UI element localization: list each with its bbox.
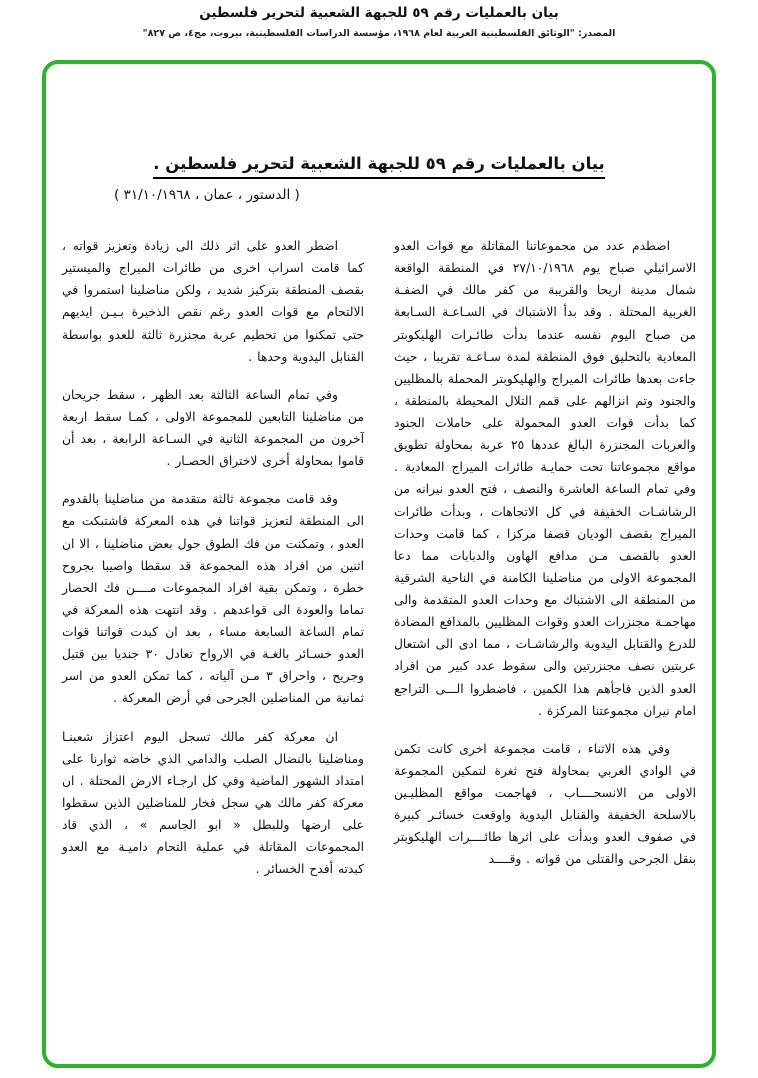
header-source-line: المصدر: "الوثائق الفلسطينية العربية لعام ١٩٦٨، مؤسسة الدراسات الفلسطينية، بيروت، مج٤، ص ٨٢٧" [142,28,616,39]
paragraph: اضطر العدو على اثر ذلك الى زيادة وتعزيز قواته ، كما قامت اسراب اخرى من طائرات الميراج والميستير بقصف المنطقة بتركيز شديد ، ولكن مناضلينا استمروا في الالتحام مع قوات العدو رغم نقص الذخيرة بـيـن ايديهم حتى تمكنوا من تحطيم عربة مجنزرة ثالثة للعدو بواسطة القنابل اليدوية وحدها . [62,239,364,364]
header-title: بيان بالعمليات رقم ٥٩ للجبهة الشعبية لتحرير فلسطين [199,5,559,21]
document-title [62,154,696,173]
paragraph: وفي هذه الاثناء ، قامت مجموعة اخرى كانت تكمن في الوادي الغربي بمحاولة فتح ثغرة لتمكين المجموعة الاولى من الانسحــــاب ، فهاجمت مواقع المظليـين بالاسلحة الخفيفة والقنابل اليدوية واوقعت خسائـر كبيرة في صفوف العدو وبدأت على اثرها طائــــرات الهليكوبتر بنقل الجرحى والقتلى من قواته . وقــــد [394,741,696,867]
document-dateline: ( الدستور ، عمان ، ٣١/١٠/١٩٦٨ ) [114,187,300,203]
paragraph: وقد قامت مجموعة ثالثة متقدمة من مناضلينا بالقدوم الى المنطقة لتعزيز قواتنا في هذه المعركة فاشتبكت مع العدو ، وتمكنت من فك الطوق حول بعض مناضلينا ، الا ان اثنين من افراد هذه المجموعة قد سقطا واصيبا بجروح خطرة ، وتمكن بقية افراد المجموعات مــــن فك الحصار تماما والعودة الى قواعدهم . وقد انتهت هذه المعركة في تمام الساعة السابعة مساء ، بعد ان كبدت قواتنا قوات العدو خسـائر بالغـة في الارواح تعادل ٣٠ جنديا بين قتيل وجريح ، واحراق ٣ مـن آلياته ، كما تمكن العدو من اسر ثمانية من المناضلين الجرحى في أرض المعركة . [62,492,364,706]
paragraph: وفي تمام الساعة الثالثة بعد الظهر ، سقط جريحان من مناضلينا التابعين للمجموعة الاولى ، كمـا سقط اربعة آخرون من المجموعة الثانية في السـاعة الرابعة ، بعد أن قاموا بمحاولة أخرى لاختراق الحصـار . [62,387,364,469]
paragraph: اصطدم عدد من مجموعاتنا المقاتلة مع قوات العدو الاسرائيلي صباح يوم ٢٧/١٠/١٩٦٨ في المنطقة الواقعة شمال مدينة اريحا والقريبة من كفر مالك في الضفـة الغربية المحتلة . وقد بدأ الاشتباك في السـاعـة السـابعة من صباح اليوم نفسه عندما بدأت طائـرات الهليكوبتر المعادية بالتحليق فوق المنطقة لمدة سـاعـة تقريبا ، حيث جاءت بعدها طائرات الميراج والهليكوبتر المحملة بالمظليين والجنود وتم انزالهم على قمم التلال المحيطة بالمنطقة ، كما بدأت قوات العدو المحمولة على حاملات الجنود والعربات المجنزرة البالغ عددها ٢٥ عربة بمحاولة تطويق مواقع مجموعاتنا تحت حمايـة طائرات الميراج المعادية . وفي تمام الساعة العاشرة والنصف ، فتح العدو نيرانه من الرشاشـات الخفيفة في كل الاتجاهات ، وبدأت طائرات الميراج بقصف الوديان قصفا مركزا ، كما قامت وحدات العدو بالقصف مـن مدافع الهاون والدبابات مما دعا المجموعة الاولى من مناضلينا الكامنة في الناحية الشرقية من المنطقة الى الاشتباك مع وحدات العدو المتقدمة والى مهاجمـة مجنزرات العدو وقوات المظليين بالمدافع المضادة للدرع والقنابل اليدوية والرشاشـات ، مما ادى الى اشتعال عربتين نصف مجنزرتين والى سقوط عدد كبير من افراد العدو الذين فاجأهم هذا الكمين ، فاضطروا الـــى التراجع امام نيران مجموعتنا المركزة . [394,239,697,718]
document-frame [42,60,716,1068]
document-body [46,64,712,896]
column-left [62,235,364,896]
page-header [0,0,758,39]
document-title-text: بيان بالعمليات رقم ٥٩ للجبهة الشعبية لتحرير فلسطين . [153,154,604,179]
paragraph: ان معركة كفر مالك تسجل اليوم اعتزاز شعبنـا ومناضلينا بالنضال الصلب والدامي الذي خاضه ثوارنا على امتداد الشهور الماضية وفي كل ارجـاء الارض المحتلة . ان معركة كفر مالك هي سجل فخار للمناضلين الذين سقطوا على ارضها وللبطل « ابو الجاسم » ، الذي قاد المجموعات المقاتلة في عملية التحام داميـة مع العدو كبدته أفدح الخسائر . [62,729,364,877]
column-right [394,235,696,896]
two-column-layout [62,235,696,896]
